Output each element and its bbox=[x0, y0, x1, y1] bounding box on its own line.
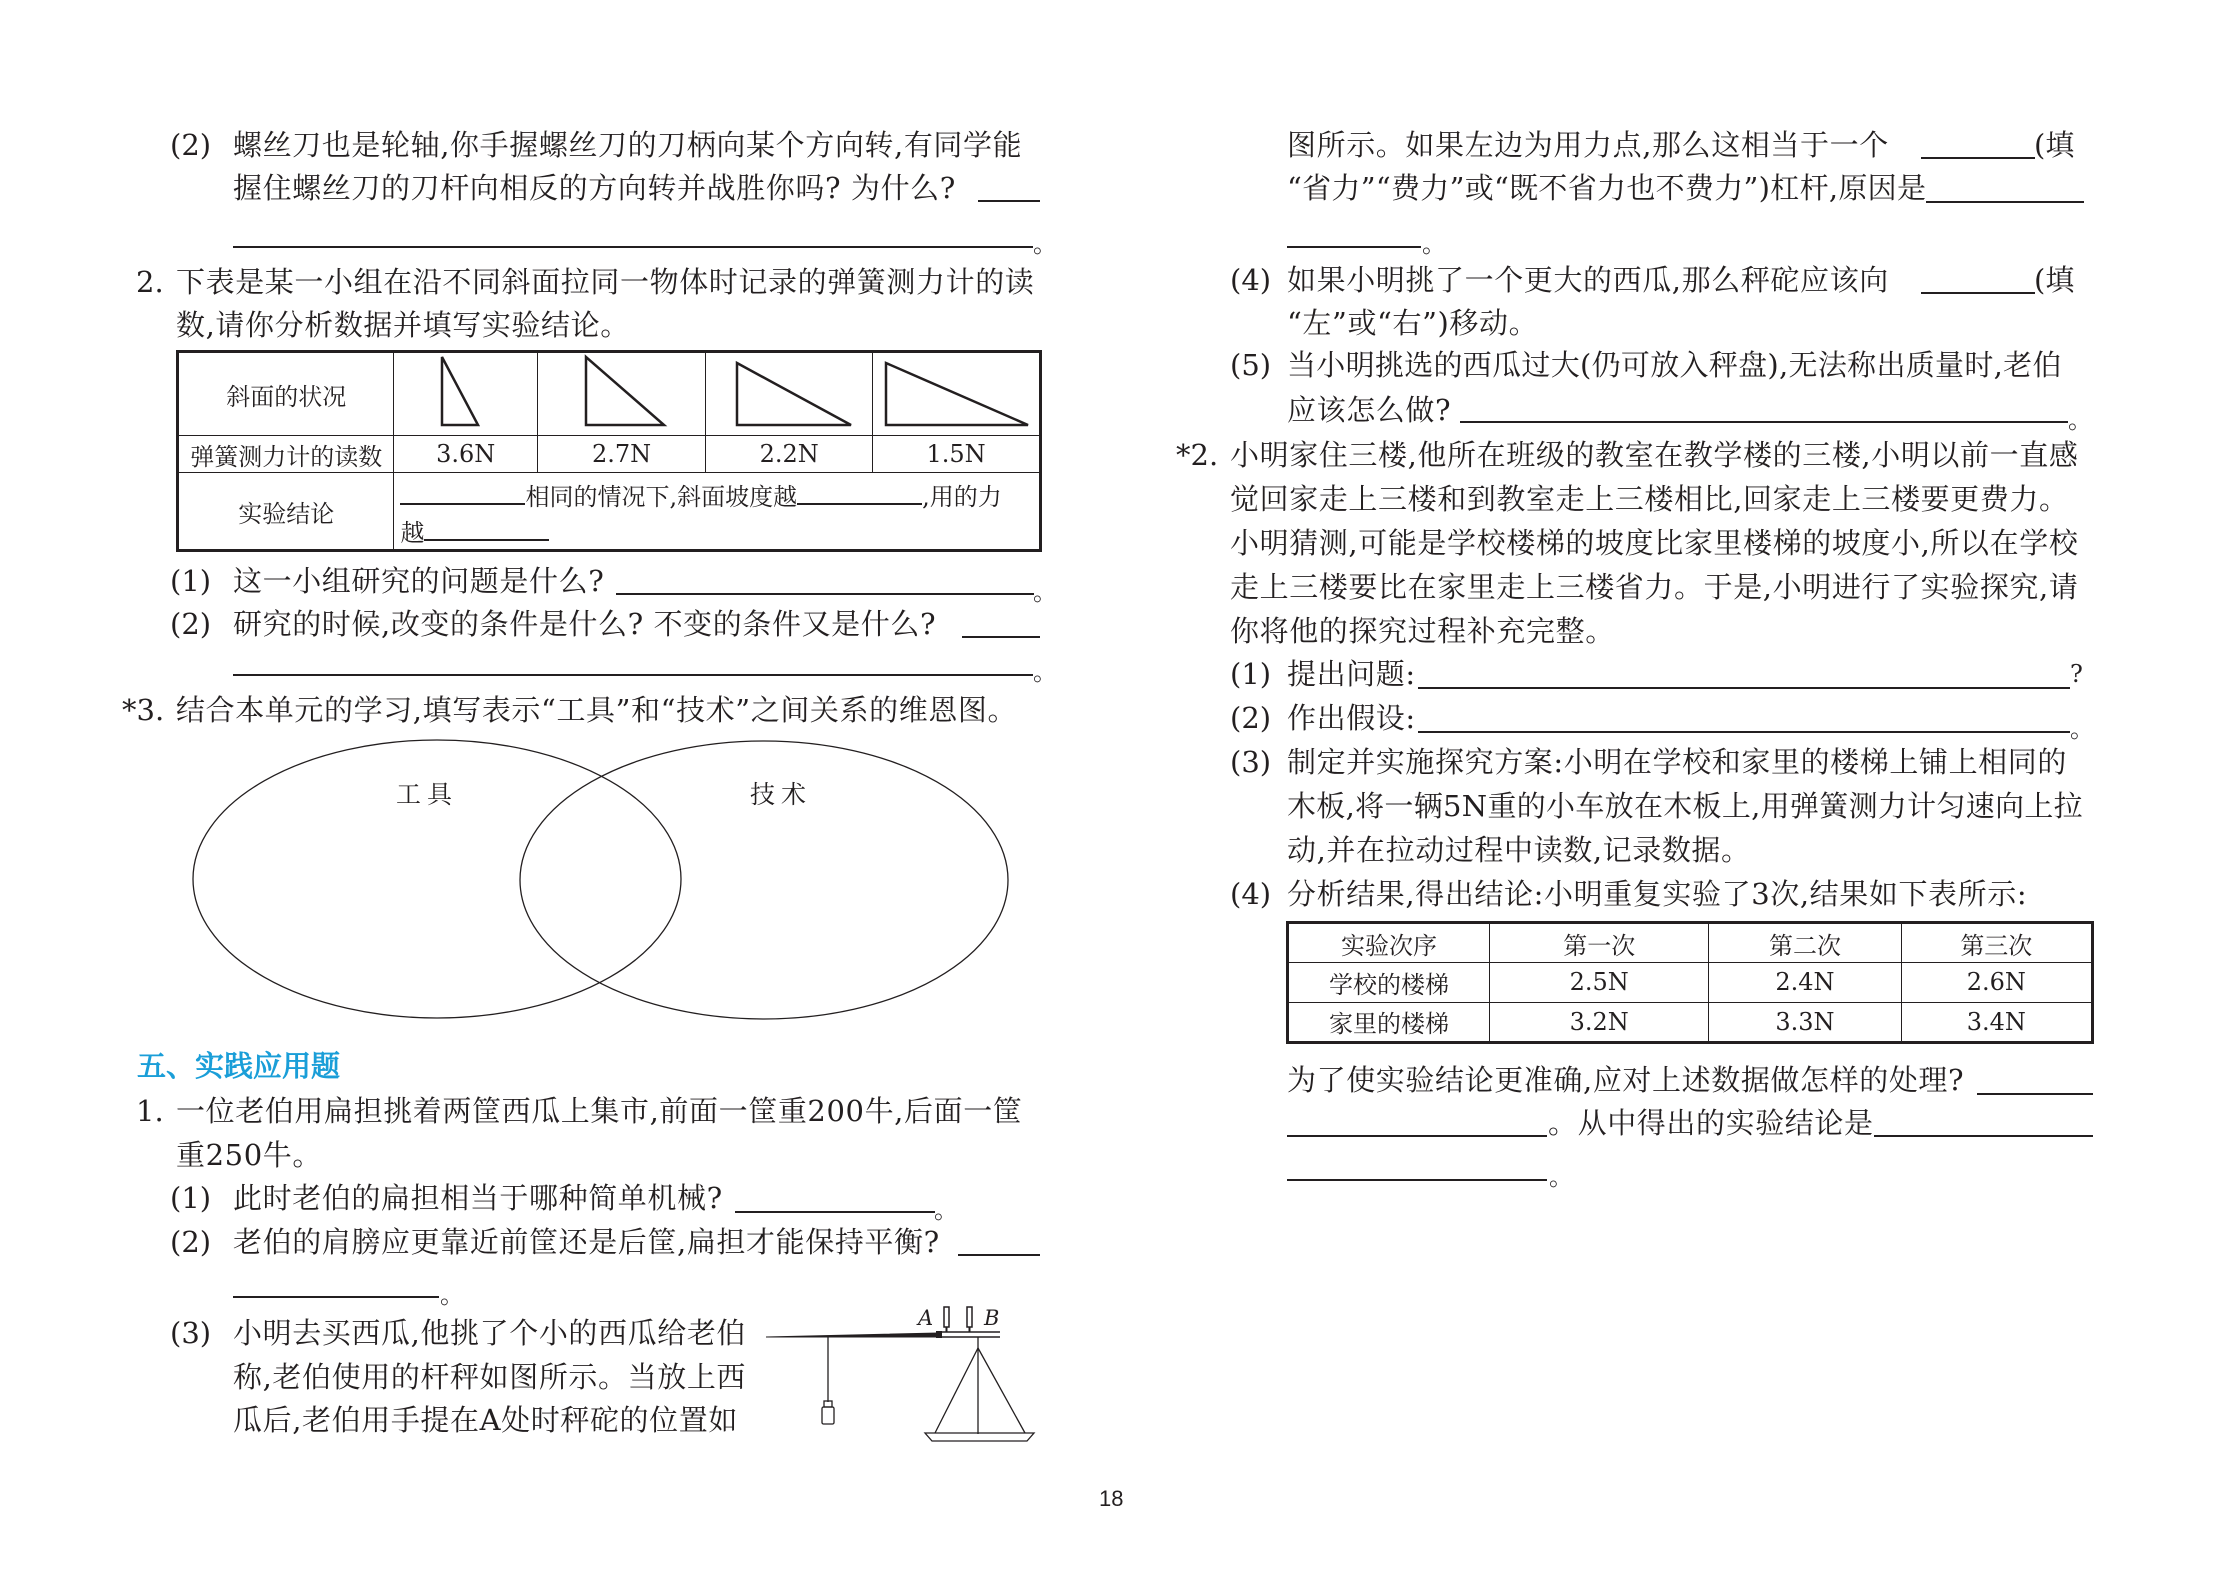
answer-blank[interactable] bbox=[1926, 201, 2084, 203]
hook-a-icon bbox=[944, 1307, 949, 1327]
sub-question-number: (5) bbox=[1230, 348, 1272, 382]
question-text: 你将他的探究过程补充完整。 bbox=[1230, 614, 1615, 648]
period-mark: 。 bbox=[2070, 715, 2094, 743]
reading-cell: 2.7N bbox=[537, 436, 705, 473]
question-mark: ? bbox=[2070, 660, 2083, 688]
answer-blank[interactable] bbox=[1921, 292, 2035, 294]
question-text: 提出问题: bbox=[1287, 657, 1416, 691]
steelyard-figure bbox=[760, 1290, 1050, 1460]
period-mark: 。 bbox=[934, 1196, 958, 1224]
question-text: 。从中得出的实验结论是 bbox=[1548, 1106, 1874, 1140]
row-label: 弹簧测力计的读数 bbox=[178, 436, 394, 473]
question-text: 老伯的肩膀应更靠近前筐还是后筐,扁担才能保持平衡? bbox=[233, 1225, 940, 1259]
question-number: *2. bbox=[1176, 438, 1219, 472]
section-heading: 五、实践应用题 bbox=[137, 1049, 341, 1083]
question-number: *3. bbox=[122, 693, 165, 727]
question-text: 当小明挑选的西瓜过大(仍可放入秤盘),无法称出质量时,老伯 bbox=[1287, 348, 2062, 382]
answer-blank[interactable] bbox=[1418, 687, 2070, 689]
question-text: 瓜后,老伯用手提在A处时秤砣的位置如 bbox=[233, 1403, 738, 1437]
sub-question-number: (4) bbox=[1230, 263, 1272, 297]
sub-question-number: (4) bbox=[1230, 877, 1272, 911]
sub-question-number: (2) bbox=[170, 128, 212, 162]
reading-cell: 1.5N bbox=[873, 436, 1041, 473]
question-text: 分析结果,得出结论:小明重复实验了3次,结果如下表所示: bbox=[1287, 877, 2028, 911]
question-text: 重250牛。 bbox=[176, 1138, 322, 1172]
answer-blank[interactable] bbox=[1418, 731, 2070, 733]
question-text: 小明家住三楼,他所在班级的教室在教学楼的三楼,小明以前一直感 bbox=[1230, 438, 2079, 472]
question-text: 为了使实验结论更准确,应对上述数据做怎样的处理? bbox=[1287, 1063, 1965, 1097]
question-text: 小明去买西瓜,他挑了个小的西瓜给老伯 bbox=[233, 1316, 747, 1350]
question-text: 一位老伯用扁担挑着两筐西瓜上集市,前面一筐重200牛,后面一筐 bbox=[176, 1094, 1023, 1128]
period-mark: 。 bbox=[2068, 406, 2092, 434]
answer-blank[interactable] bbox=[1287, 1135, 1547, 1137]
question-text: 螺丝刀也是轮轴,你手握螺丝刀的刀柄向某个方向转,有同学能 bbox=[233, 128, 1023, 162]
question-text: 小明猜测,可能是学校楼梯的坡度比家里楼梯的坡度小,所以在学校 bbox=[1230, 526, 2079, 560]
question-text: 称,老伯使用的杆秤如图所示。当放上西 bbox=[233, 1360, 747, 1394]
question-text: 如果小明挑了一个更大的西瓜,那么秤砣应该向 bbox=[1287, 263, 1889, 297]
question-text: 制定并实施探究方案:小明在学校和家里的楼梯上铺上相同的 bbox=[1287, 745, 2067, 779]
row-label: 学校的楼梯 bbox=[1288, 963, 1490, 1002]
conclusion-text: 相同的情况下,斜面坡度越 bbox=[525, 483, 798, 511]
row-label: 斜面的状况 bbox=[178, 352, 394, 436]
period-mark: 。 bbox=[1033, 230, 1057, 258]
period-mark: 。 bbox=[1549, 1163, 1573, 1191]
sub-question-number: (1) bbox=[170, 564, 212, 598]
table-header: 第三次 bbox=[1901, 923, 2092, 963]
question-text: (填 bbox=[2034, 263, 2075, 297]
answer-blank[interactable] bbox=[1460, 421, 2068, 423]
question-text: 下表是某一小组在沿不同斜面拉同一物体时记录的弹簧测力计的读 bbox=[176, 265, 1035, 299]
reading-cell: 3.6N bbox=[394, 436, 537, 473]
table-cell: 3.4N bbox=[1901, 1002, 2092, 1042]
answer-blank[interactable] bbox=[1921, 157, 2035, 159]
conclusion-text: 越 bbox=[400, 519, 425, 547]
question-text: 此时老伯的扁担相当于哪种简单机械? bbox=[233, 1181, 723, 1215]
venn-left-label: 工具 bbox=[396, 780, 459, 809]
sub-question-number: (1) bbox=[170, 1181, 212, 1215]
reading-cell: 2.2N bbox=[706, 436, 873, 473]
answer-blank[interactable] bbox=[1874, 1135, 2093, 1137]
period-mark: 。 bbox=[1422, 230, 1446, 258]
table-cell: 2.5N bbox=[1490, 963, 1709, 1002]
period-mark: 。 bbox=[440, 1281, 464, 1309]
period-mark: 。 bbox=[1033, 578, 1057, 606]
conclusion-text: ,用的力 bbox=[922, 483, 1002, 511]
question-text: 握住螺丝刀的刀杆向相反的方向转并战胜你吗? 为什么? bbox=[233, 171, 956, 205]
sub-question-number: (1) bbox=[1230, 657, 1272, 691]
row-label: 家里的楼梯 bbox=[1288, 1002, 1490, 1042]
stairs-data-table bbox=[1286, 921, 2094, 1044]
table-cell: 2.6N bbox=[1901, 963, 2092, 1002]
question-number: 2. bbox=[136, 265, 164, 299]
figure-label-b: B bbox=[984, 1306, 1000, 1330]
question-text: 图所示。如果左边为用力点,那么这相当于一个 bbox=[1287, 128, 1889, 162]
table-cell: 3.3N bbox=[1709, 1002, 1901, 1042]
table-header: 实验次序 bbox=[1288, 923, 1490, 963]
table-cell: 3.2N bbox=[1490, 1002, 1709, 1042]
question-text: 觉回家走上三楼和到教室走上三楼相比,回家走上三楼要更费力。 bbox=[1230, 482, 2069, 516]
question-text: 结合本单元的学习,填写表示“工具”和“技术”之间关系的维恩图。 bbox=[176, 693, 1018, 727]
question-number: 1. bbox=[136, 1094, 164, 1128]
venn-right-label: 技术 bbox=[750, 780, 813, 809]
question-text: 研究的时候,改变的条件是什么? 不变的条件又是什么? bbox=[233, 607, 937, 641]
sub-question-number: (3) bbox=[1230, 745, 1272, 779]
answer-blank[interactable] bbox=[1287, 1179, 1547, 1181]
question-text: 动,并在拉动过程中读数,记录数据。 bbox=[1287, 833, 1751, 867]
table-row bbox=[1288, 963, 2093, 1002]
answer-blank[interactable] bbox=[1287, 246, 1421, 248]
sub-question-number: (3) bbox=[170, 1316, 212, 1350]
question-text: 这一小组研究的问题是什么? bbox=[233, 564, 605, 598]
question-text: 数,请你分析数据并填写实验结论。 bbox=[176, 308, 630, 342]
counterweight-icon bbox=[822, 1407, 834, 1424]
question-text: “省力”“费力”或“既不省力也不费力”)杠杆,原因是 bbox=[1287, 171, 1927, 205]
steelyard-beam bbox=[766, 1333, 938, 1337]
answer-blank[interactable] bbox=[233, 1296, 439, 1298]
sub-question-number: (2) bbox=[170, 1225, 212, 1259]
table-header: 第二次 bbox=[1709, 923, 1901, 963]
figure-label-a: A bbox=[918, 1306, 934, 1330]
answer-blank[interactable] bbox=[1977, 1093, 2093, 1095]
question-text: 应该怎么做? bbox=[1287, 393, 1452, 427]
answer-blank[interactable] bbox=[958, 1254, 1040, 1256]
table-row bbox=[1288, 1002, 2093, 1042]
question-text: (填 bbox=[2034, 128, 2075, 162]
row-label: 实验结论 bbox=[178, 473, 394, 551]
page-number: 18 bbox=[1099, 1486, 1124, 1511]
sub-question-number: (2) bbox=[1230, 701, 1272, 735]
question-text: 走上三楼要比在家里走上三楼省力。于是,小明进行了实验探究,请 bbox=[1230, 570, 2079, 604]
period-mark: 。 bbox=[1033, 658, 1057, 686]
sub-question-number: (2) bbox=[170, 607, 212, 641]
question-text: “左”或“右”)移动。 bbox=[1287, 306, 1539, 340]
answer-blank[interactable] bbox=[735, 1211, 935, 1213]
scale-pan-icon bbox=[925, 1433, 1034, 1441]
table-cell: 2.4N bbox=[1709, 963, 1901, 1002]
question-text: 木板,将一辆5N重的小车放在木板上,用弹簧测力计匀速向上拉 bbox=[1287, 789, 2083, 823]
table-header: 第一次 bbox=[1490, 923, 1709, 963]
hook-b-icon bbox=[967, 1307, 972, 1327]
venn-diagram bbox=[0, 0, 1100, 1050]
question-text: 作出假设: bbox=[1287, 701, 1416, 735]
